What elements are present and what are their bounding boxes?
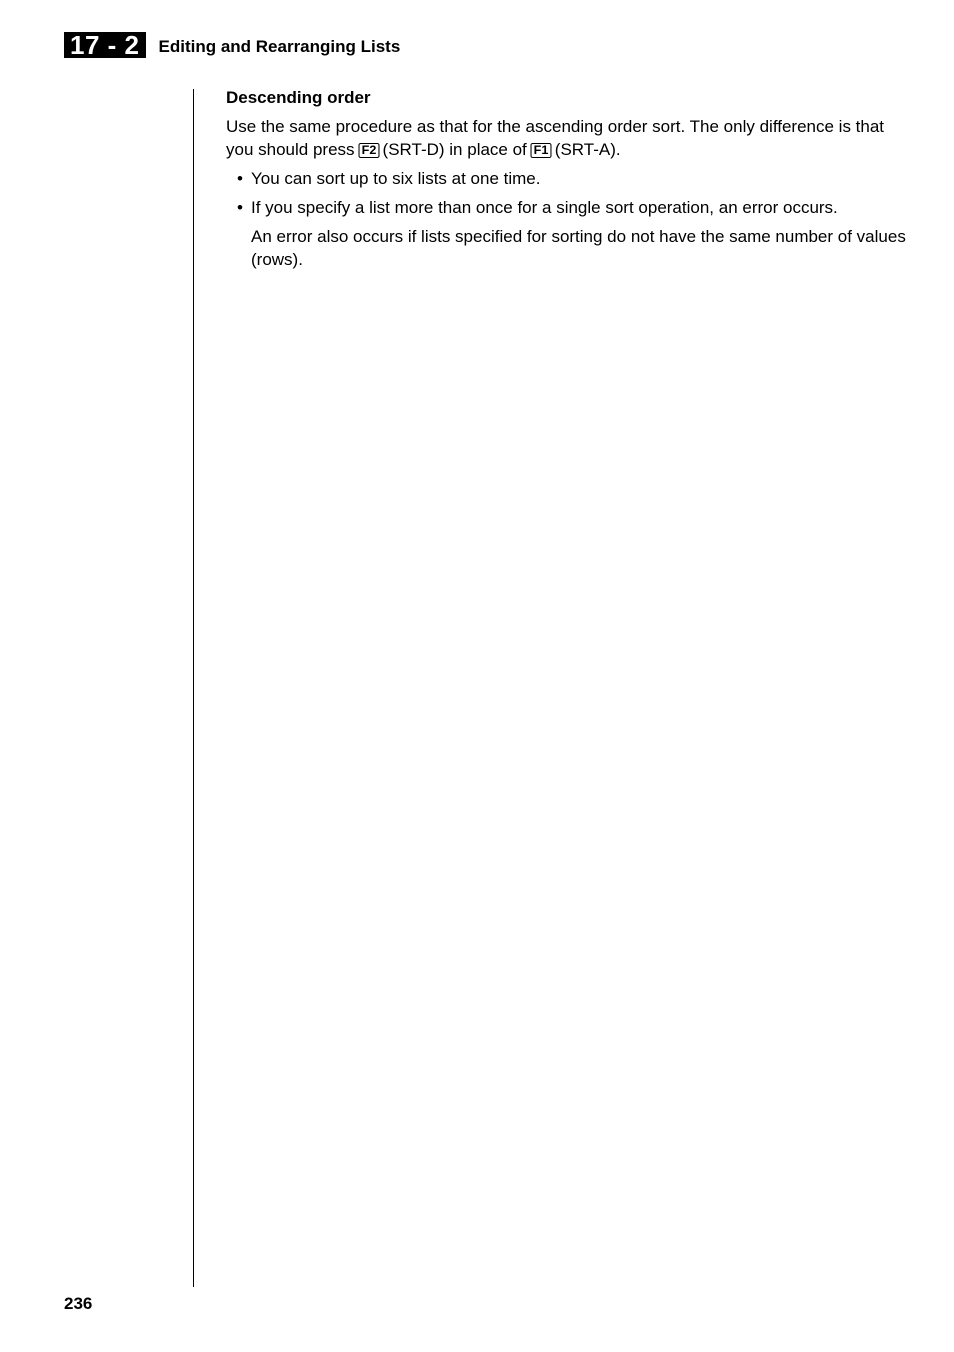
subheading-descending-order: Descending order <box>226 88 371 107</box>
list-item-note: An error also occurs if lists specified for sorting do not have the same number of values (rows). <box>251 227 906 269</box>
list-item-text: You can sort up to six lists at one time. <box>251 169 541 188</box>
section-title: Editing and Rearranging Lists <box>158 37 401 56</box>
main-content <box>226 86 906 277</box>
intro-text-1: Use the same procedure as that for the ascending order sort. The only difference is that you should press <box>226 117 885 159</box>
list-item-text: If you specify a list more than once for a single sort operation, an error occurs. <box>251 198 838 217</box>
page-number: 236 <box>64 1294 93 1313</box>
section-number-badge: 17 - 2 <box>64 32 146 58</box>
bullet-icon: • <box>237 169 243 188</box>
intro-paragraph <box>226 115 906 161</box>
margin-rule <box>193 89 194 1287</box>
list-item <box>226 196 906 271</box>
page-header <box>64 32 400 58</box>
f1-key-icon: F1 <box>530 143 551 158</box>
notes-list <box>226 167 906 271</box>
intro-text-3: (SRT-A). <box>554 140 621 159</box>
f2-key-icon: F2 <box>358 143 379 158</box>
bullet-icon: • <box>237 198 243 217</box>
list-item <box>226 167 906 190</box>
intro-text-2: (SRT-D) in place of <box>382 140 527 159</box>
